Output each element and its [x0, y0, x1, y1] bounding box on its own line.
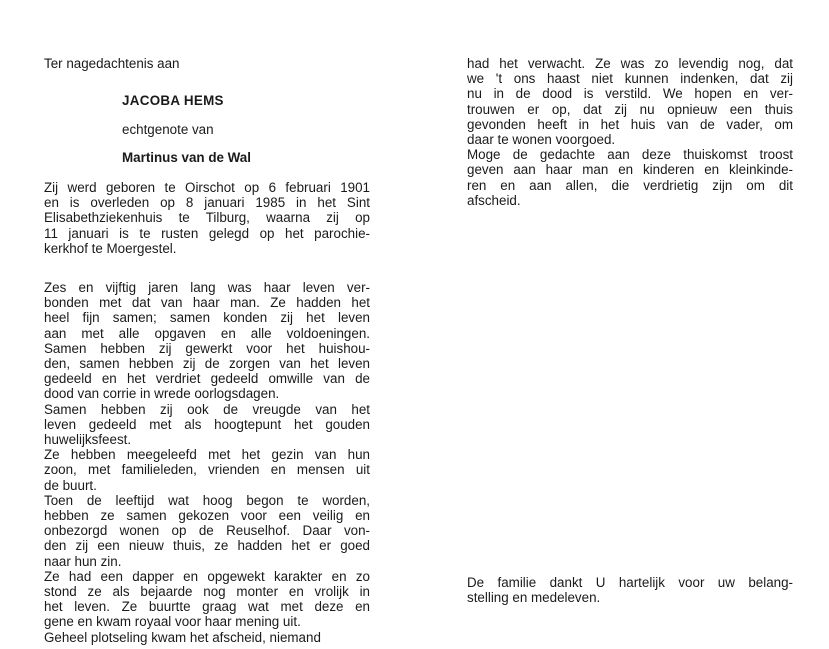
text-line: daar te wonen voorgoed. — [467, 132, 616, 148]
deceased-name: JACOBA HEMS — [122, 93, 224, 108]
text-line: ren en aan allen, die verdrietig zijn om dit — [467, 177, 793, 193]
text-line: Ze had een dapper en opgewekt karakter en zo — [44, 568, 370, 584]
left-column — [44, 56, 370, 645]
text-line: trouwen er op, dat zij nu opnieuw een thuis — [467, 101, 793, 117]
text-line: gedeeld en het verdriet gedeeld omwille van de — [44, 371, 370, 387]
text-line: nu in de dood is verstild. We hopen en ver- — [467, 86, 793, 102]
text-line: heel fijn samen; samen konden zij het leven — [44, 310, 370, 326]
text-line: naar hun zin. — [44, 553, 122, 569]
text-line: stelling en medeleven. — [467, 590, 601, 606]
intro-text: Ter nagedachtenis aan — [44, 56, 180, 71]
text-line: Zes en vijftig jaren lang was haar leven ver- — [44, 280, 370, 295]
text-line: Moge de gedachte aan deze thuiskomst troost — [467, 147, 793, 163]
text-line: leven gedeeld met als hoogtepunt het gouden — [44, 416, 370, 432]
text-line: bonden met dat van haar man. Ze hadden het — [44, 295, 370, 311]
text-line: onbezorgd wonen op de Reuselhof. Daar von- — [44, 523, 370, 539]
text-line: Toen de leeftijd wat hoog begon te worden, — [44, 492, 370, 508]
biography-paragraph — [44, 180, 370, 256]
text-line: De familie dankt U hartelijk voor uw belang- — [467, 575, 793, 590]
text-line: Elisabethziekenhuis te Tilburg, waarna zij op — [44, 210, 370, 226]
text-line: Samen hebben zij gewerkt voor het huishou- — [44, 340, 370, 356]
text-line: aan met alle opgaven en alle voldoeningen. — [44, 325, 370, 341]
text-line: 11 januari is te rusten gelegd op het parochie- — [44, 225, 370, 241]
text-line: den zij een nieuw thuis, ze hadden het er goed — [44, 538, 370, 554]
text-line: Samen hebben zij ook de vreugde van het — [44, 401, 370, 417]
relation-text: echtgenote van — [122, 122, 214, 137]
text-line: hebben ze samen gekozen voor een veilig en — [44, 508, 370, 524]
text-line: gene en kwam royaal voor haar mening uit. — [44, 614, 301, 630]
text-line: den, samen hebben zij de zorgen van het leven — [44, 356, 370, 372]
text-line: geven aan haar man en kinderen en kleinkinde- — [467, 162, 793, 178]
text-line: dood van corrie in wrede oorlogsdagen. — [44, 386, 280, 402]
text-line: afscheid. — [467, 192, 521, 208]
text-line: huwelijksfeest. — [44, 432, 132, 448]
farewell-paragraph — [467, 56, 793, 208]
text-line: Geheel plotseling kwam het afscheid, niemand — [44, 629, 321, 645]
text-line: we 't ons haast niet kunnen indenken, dat zij — [467, 71, 793, 87]
thanks-note — [467, 575, 793, 605]
life-paragraph — [44, 280, 370, 645]
text-line: het leven. Ze buurtte graag wat met deze en — [44, 599, 370, 615]
right-column — [467, 56, 793, 208]
text-line: de buurt. — [44, 477, 97, 493]
text-line: kerkhof te Moergestel. — [44, 240, 177, 256]
text-line: Zij werd geboren te Oirschot op 6 februari 1901 — [44, 180, 370, 195]
text-line: en is overleden op 8 januari 1985 in het Sint — [44, 195, 370, 211]
text-line: Ze hebben meegeleefd met het gezin van hun — [44, 447, 370, 463]
text-line: had het verwacht. Ze was zo levendig nog, dat — [467, 56, 793, 71]
husband-name: Martinus van de Wal — [122, 150, 251, 165]
text-line: zoon, met familieleden, vrienden en mensen uit — [44, 462, 370, 478]
text-line: gevonden heeft in het huis van de vader, om — [467, 116, 793, 132]
text-line: stond ze als bejaarde nog monter en vrolijk in — [44, 584, 370, 600]
